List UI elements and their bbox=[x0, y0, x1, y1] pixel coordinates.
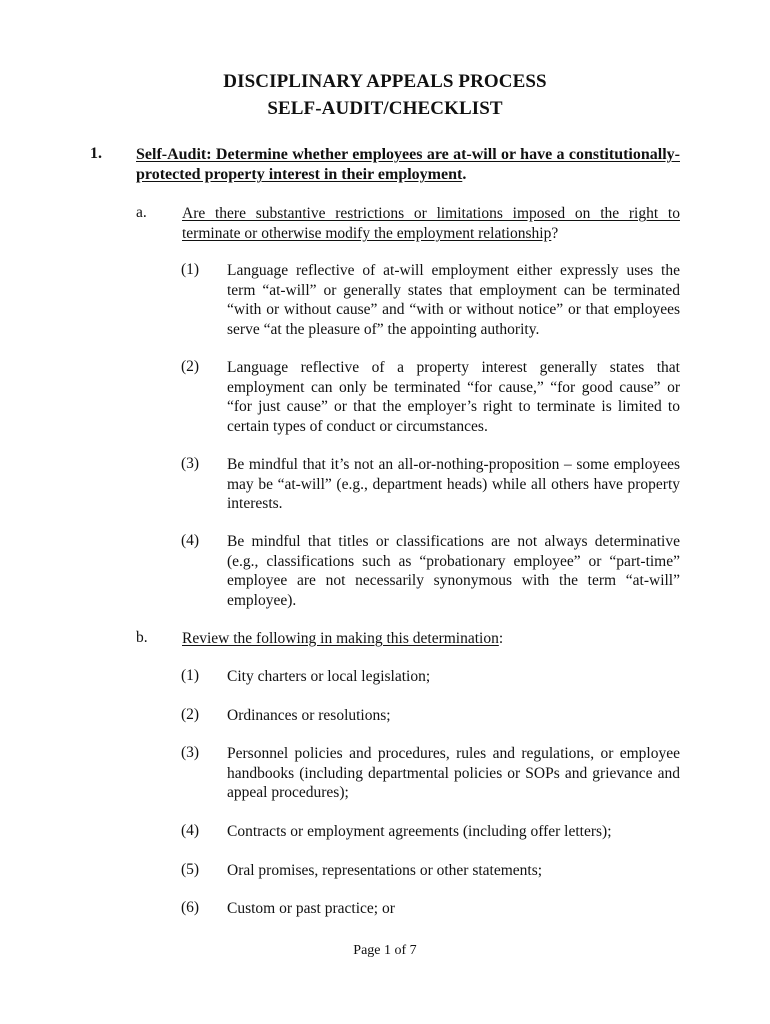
section-heading bbox=[136, 145, 680, 185]
item-b-point-5-number: (5) bbox=[181, 861, 200, 878]
section-heading-text: Self-Audit: Determine whether employees are at-will or have a constitutionally-protected property interest in their employment bbox=[136, 146, 680, 183]
item-b-heading-text: Review the following in making this determination bbox=[182, 630, 499, 647]
document-title-line-2: SELF-AUDIT/CHECKLIST bbox=[267, 98, 503, 119]
item-b-heading bbox=[182, 629, 680, 649]
item-a-point-2-number: (2) bbox=[181, 358, 200, 375]
item-b-point-3-number: (3) bbox=[181, 744, 200, 761]
document-title-line-1: DISCIPLINARY APPEALS PROCESS bbox=[223, 71, 547, 92]
item-a-point-2-text: Language reflective of a property interest generally states that employment can only be terminated “for cause,” “for good cause” or “for just cause” or that the employer’s right to terminate is limited to certain types of conduct or circumstances. bbox=[227, 359, 680, 435]
item-b-point-1-text: City charters or local legislation; bbox=[227, 668, 431, 685]
item-a-point-4-number: (4) bbox=[181, 532, 200, 549]
page-number-footer: Page 1 of 7 bbox=[353, 943, 417, 958]
item-a-point-4-text: Be mindful that titles or classifications are not always determinative (e.g., classifications such as “probationary employee” or “part-time” employee are not necessarily synonymous with the term “at-will” employee). bbox=[227, 533, 680, 609]
item-a-point-1-number: (1) bbox=[181, 261, 200, 278]
item-b-point-4-number: (4) bbox=[181, 822, 200, 839]
section-number: 1. bbox=[90, 145, 102, 162]
item-a-point-3-number: (3) bbox=[181, 455, 200, 472]
item-a-point-1-text: Language reflective of at-will employment either expressly uses the term “at-will” or generally states that employment can be terminated “with or without cause” and “with or without notice” or that employees serve “at the pleasure of” the appointing authority. bbox=[227, 262, 680, 338]
item-b-point-6-text: Custom or past practice; or bbox=[227, 900, 395, 917]
item-a-heading-text: Are there substantive restrictions or limitations imposed on the right to terminate or otherwise modify the employment relationship bbox=[182, 205, 680, 242]
item-b-label: b. bbox=[136, 629, 148, 646]
item-b-point-5-text: Oral promises, representations or other statements; bbox=[227, 862, 543, 879]
item-b-point-4-text: Contracts or employment agreements (including offer letters); bbox=[227, 823, 612, 840]
section-heading-end: . bbox=[462, 166, 467, 183]
item-b-point-6-number: (6) bbox=[181, 899, 200, 916]
item-b-heading-end: : bbox=[498, 630, 504, 647]
item-b-point-1-number: (1) bbox=[181, 667, 200, 684]
item-a-heading-end: ? bbox=[551, 225, 559, 242]
item-b-point-2-text: Ordinances or resolutions; bbox=[227, 707, 391, 724]
item-a-label: a. bbox=[136, 204, 147, 221]
item-b-point-2-number: (2) bbox=[181, 706, 200, 723]
item-a-point-3-text: Be mindful that it’s not an all-or-nothing-proposition – some employees may be “at-will” (e.g., department heads) while all others have property interests. bbox=[227, 456, 680, 513]
item-b-point-3-text: Personnel policies and procedures, rules and regulations, or employee handbooks (including departmental policies or SOPs and grievance and appeal procedures); bbox=[227, 745, 680, 802]
item-a-heading bbox=[182, 204, 680, 244]
